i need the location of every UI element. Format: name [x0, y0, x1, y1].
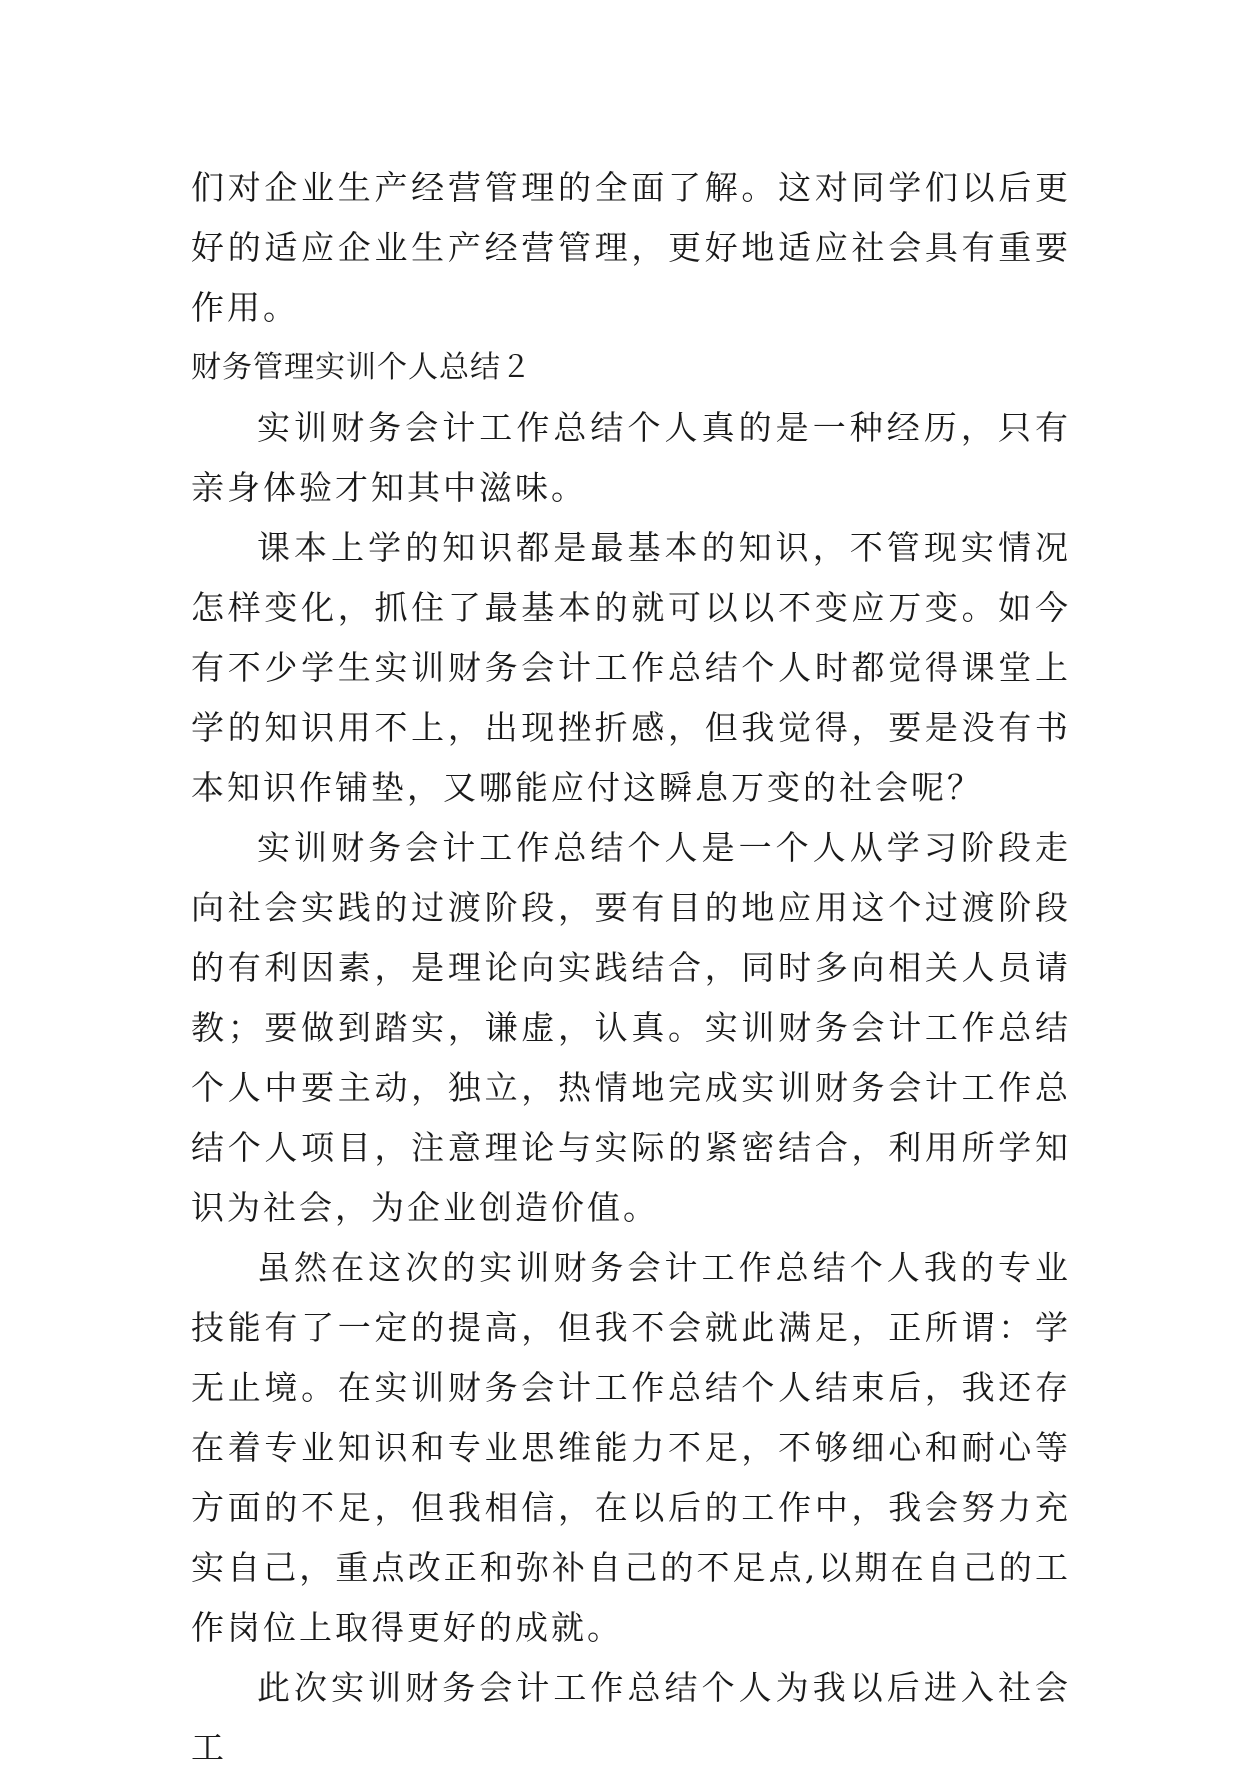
continuation-paragraph: 们对企业生产经营管理的全面了解。这对同学们以后更好的适应企业生产经营管理，更好地适应社会具有重要作用。 — [191, 168, 1071, 327]
body-paragraph-5: 此次实训财务会计工作总结个人为我以后进入社会工 — [191, 1668, 1071, 1767]
document-body — [191, 158, 1071, 1778]
body-paragraph-3: 实训财务会计工作总结个人是一个人从学习阶段走向社会实践的过渡阶段，要有目的地应用这个过渡阶段的有利因素，是理论向实践结合，同时多向相关人员请教；要做到踏实，谦虚，认真。实训财务会计工作总结个人中要主动，独立，热情地完成实训财务会计工作总结个人项目，注意理论与实际的紧密结合，利用所学知识为社会，为企业创造价值。 — [191, 828, 1071, 1227]
section-heading: 财务管理实训个人总结２ — [191, 350, 532, 385]
body-paragraph-4: 虽然在这次的实训财务会计工作总结个人我的专业技能有了一定的提高，但我不会就此满足，正所谓：学无止境。在实训财务会计工作总结个人结束后，我还存在着专业知识和专业思维能力不足，不够细心和耐心等方面的不足，但我相信，在以后的工作中，我会努力充实自己，重点改正和弥补自己的不足点,以期在自己的工作岗位上取得更好的成就。 — [191, 1248, 1071, 1647]
body-paragraph-1: 实训财务会计工作总结个人真的是一种经历，只有亲身体验才知其中滋味。 — [191, 408, 1071, 507]
body-paragraph-2: 课本上学的知识都是最基本的知识，不管现实情况怎样变化，抓住了最基本的就可以以不变应万变。如今有不少学生实训财务会计工作总结个人时都觉得课堂上学的知识用不上，出现挫折感，但我觉得，要是没有书本知识作铺垫，又哪能应付这瞬息万变的社会呢？ — [191, 528, 1071, 807]
